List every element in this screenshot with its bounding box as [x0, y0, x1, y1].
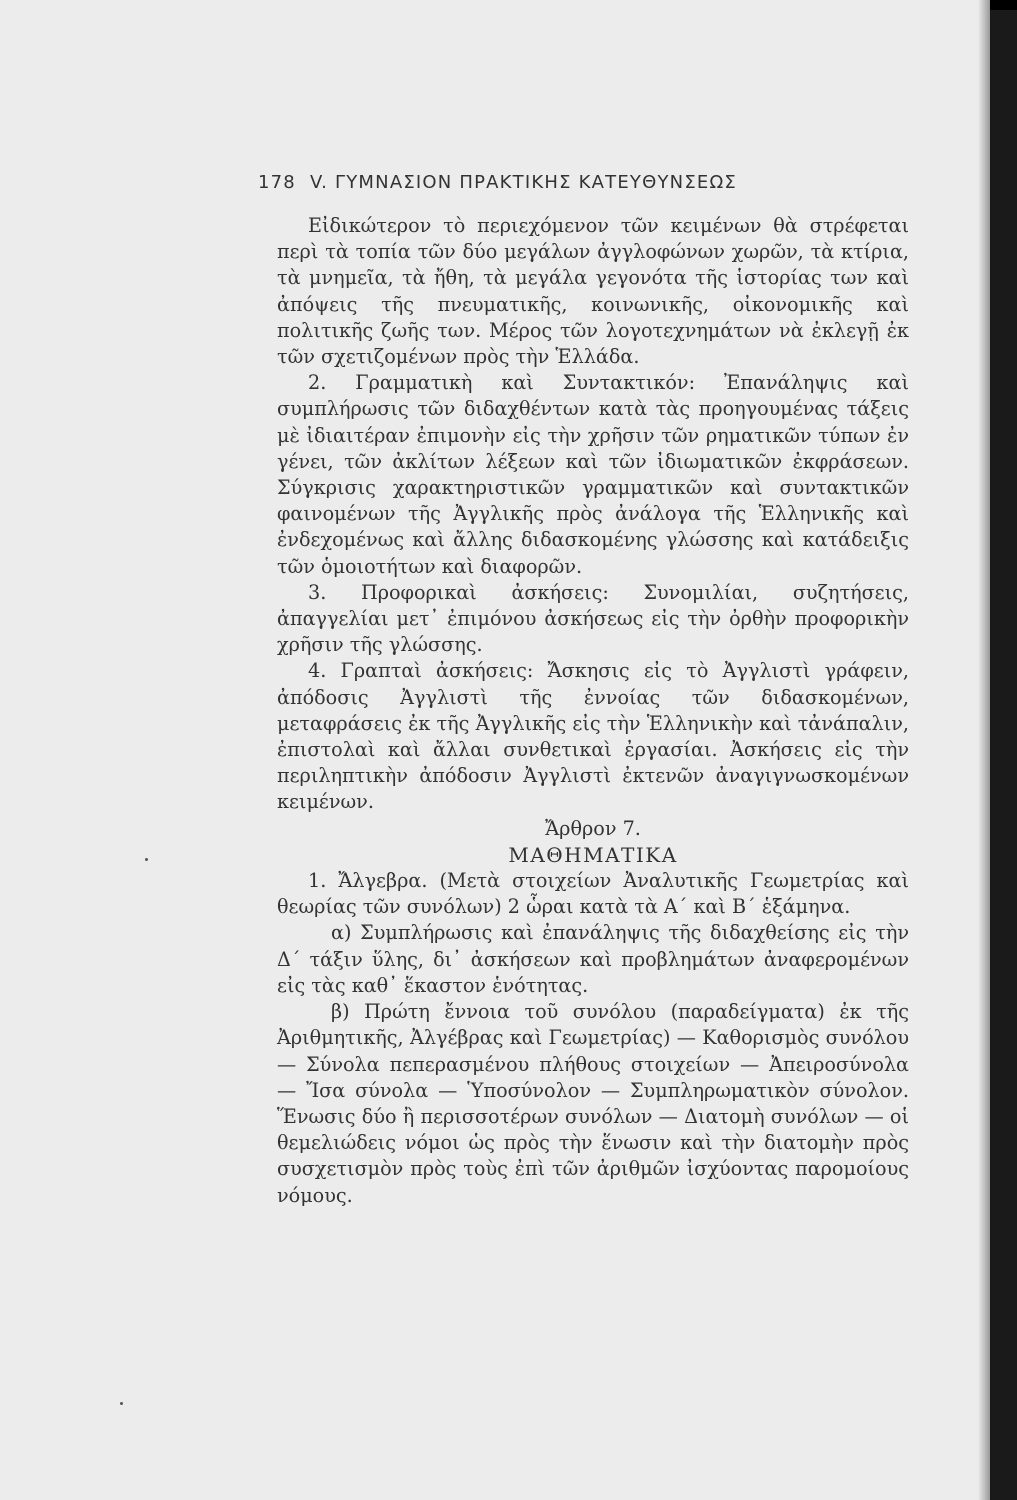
paragraph-grammar: 2. Γραμματικὴ καὶ Συντακτικόν: Ἐπανάληψις καὶ συμπλήρωσις τῶν διδαχθέντων κατὰ τὰς προηγουμένας τάξεις μὲ ἰδιαιτέραν ἐπιμονὴν εἰς τὴν χρῆσιν τῶν ρηματικῶν τύπων ἐν γένει, τῶν ἀκλίτων λέξεων καὶ τῶν ἰδιωματικῶν ἐκφράσεων. Σύγκρισις χαρακτηριστικῶν γραμματικῶν καὶ συντακτικῶν φαινομένων τῆς Ἀγγλικῆς πρὸς ἀνάλογα τῆς Ἑλληνικῆς καὶ ἐνδεχομένως καὶ ἄλλης διδασκομένης γλώσσης καὶ κατάδειξις τῶν ὁμοιοτήτων καὶ διαφορῶν.	[277, 371, 909, 578]
paragraph-algebra-b: β) Πρώτη ἔννοια τοῦ συνόλου (παραδείγματα) ἐκ τῆς Ἀριθμητικῆς, Ἀλγέβρας καὶ Γεωμετρίας) — Καθορισμὸς συνόλου — Σύνολα πεπερασμένου πλήθους στοιχείων — Ἀπειροσύνολα — Ἴσα σύνολα — Ὑποσύνολον — Συμπληρωματικὸν σύνολον. Ἕνωσις δύο ἢ περισσοτέρων συνόλων — Διατομὴ συνόλων — οἱ θεμελιώδεις νόμοι ὡς πρὸς τὴν ἕνωσιν καὶ τὴν διατομὴν πρὸς συσχετισμὸν πρὸς τοὺς ἐπὶ τῶν ἀριθμῶν ἰσχύοντας παρομοίους νόμους.	[277, 1000, 909, 1207]
paper-speck	[145, 858, 148, 861]
article-heading: Ἄρθρον 7.	[545, 816, 641, 840]
paragraph-oral-exercises: 3. Προφορικαὶ ἀσκήσεις: Συνομιλίαι, συζητήσεις, ἀπαγγελίαι μετ᾿ ἐπιμόνου ἀσκήσεως εἰς τὴν ὀρθὴν προφορικὴν χρῆσιν τῆς γλώσσης.	[277, 580, 909, 657]
running-title: V. ΓΥΜΝΑΣΙΟΝ ΠΡΑΚΤΙΚΗΣ ΚΑΤΕΥΘΥΝΣΕΩΣ	[309, 172, 737, 193]
page-number: 178	[258, 172, 296, 193]
running-header	[258, 172, 838, 193]
paragraph-written-exercises: 4. Γραπταὶ ἀσκήσεις: Ἄσκησις εἰς τὸ Ἀγγλιστὶ γράφειν, ἀπόδοσις Ἀγγλιστὶ τῆς ἐννοίας τῶν διδασκομένων, μεταφράσεις ἐκ τῆς Ἀγγλικῆς εἰς τὴν Ἑλληνικὴν καὶ τἀνάπαλιν, ἐπιστολαὶ καὶ ἄλλαι συνθετικαὶ ἐργασίαι. Ἀσκήσεις εἰς τὴν περιληπτικὴν ἀπόδοσιν Ἀγγλιστὶ ἐκτενῶν ἀναγιγνωσκομένων κειμένων.	[277, 659, 909, 814]
paragraph-algebra-a: α) Συμπλήρωσις καὶ ἐπανάληψις τῆς διδαχθείσης εἰς τὴν Δ´ τάξιν ὕλης, δι᾿ ἀσκήσεων καὶ προβλημάτων ἀναφερομένων εἰς τὰς καθ᾿ ἕκαστον ἑνότητας.	[277, 921, 909, 997]
page-body	[277, 213, 909, 1209]
paragraph-algebra: 1. Ἄλγεβρα. (Μετὰ στοιχείων Ἀναλυτικῆς Γεωμετρίας καὶ θεωρίας τῶν συνόλων) 2 ὧραι κατὰ τὰ Α´ καὶ Β´ ἑξάμηνα.	[277, 869, 909, 919]
page-edge-shadow	[978, 0, 990, 1500]
scan-border	[990, 0, 1017, 1500]
scan-corner-mark	[990, 0, 1017, 10]
paragraph-content-description: Εἰδικώτερον τὸ περιεχόμενον τῶν κειμένων θὰ στρέφεται περὶ τὰ τοπία τῶν δύο μεγάλων ἀγγλοφώνων χωρῶν, τὰ κτίρια, τὰ μνημεῖα, τὰ ἤθη, τὰ μεγάλα γεγονότα τῆς ἱστορίας των καὶ ἀπόψεις τῆς πνευματικῆς, κοινωνικῆς, οἰκονομικῆς καὶ πολιτικῆς ζωῆς των. Μέρος τῶν λογοτεχνημάτων νὰ ἐκλεγῇ ἐκ τῶν σχετιζομένων πρὸς τὴν Ἑλλάδα.	[277, 214, 909, 369]
section-title: ΜΑΘΗΜΑΤΙΚΑ	[508, 842, 678, 867]
paper-speck	[120, 1402, 123, 1405]
